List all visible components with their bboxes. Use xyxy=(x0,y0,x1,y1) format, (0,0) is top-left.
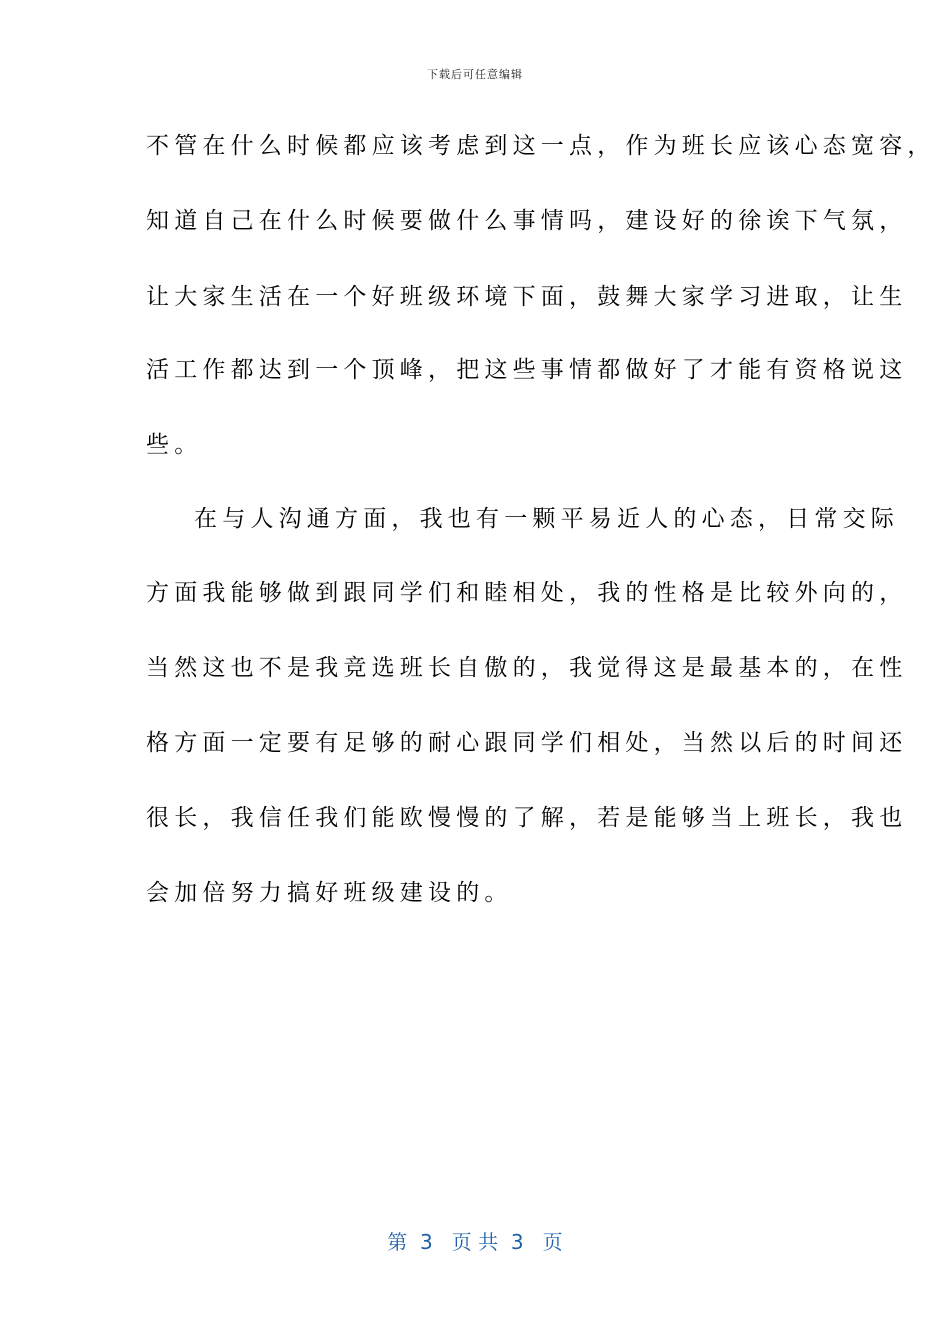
body-text-line: 活工作都达到一个顶峰，把这些事情都做好了才能有资格说这 xyxy=(146,357,908,383)
body-text-line: 方面我能够做到跟同学们和睦相处，我的性格是比较外向的， xyxy=(146,580,908,606)
body-text-line: 知道自己在什么时候要做什么事情吗，建设好的徐诶下气氛， xyxy=(146,208,908,234)
body-text-line: 些。 xyxy=(146,432,203,458)
page-header: 下载后可任意编辑 xyxy=(427,68,523,81)
body-text-line: 不管在什么时候都应该考虑到这一点，作为班长应该心态宽容， xyxy=(146,133,936,159)
body-text-line: 在与人沟通方面，我也有一颗平易近人的心态，日常交际 xyxy=(194,506,899,532)
body-text-line: 让大家生活在一个好班级环境下面，鼓舞大家学习进取，让生 xyxy=(146,284,908,310)
body-text-line: 会加倍努力搞好班级建设的。 xyxy=(146,880,513,906)
body-text-line: 当然这也不是我竞选班长自傲的，我觉得这是最基本的，在性 xyxy=(146,655,908,681)
body-text-line: 很长，我信任我们能欧慢慢的了解，若是能够当上班长，我也 xyxy=(146,805,908,831)
body-text-line: 格方面一定要有足够的耐心跟同学们相处，当然以后的时间还 xyxy=(146,730,908,756)
page-number-footer: 第 3 页 共 3 页 xyxy=(387,1230,563,1254)
